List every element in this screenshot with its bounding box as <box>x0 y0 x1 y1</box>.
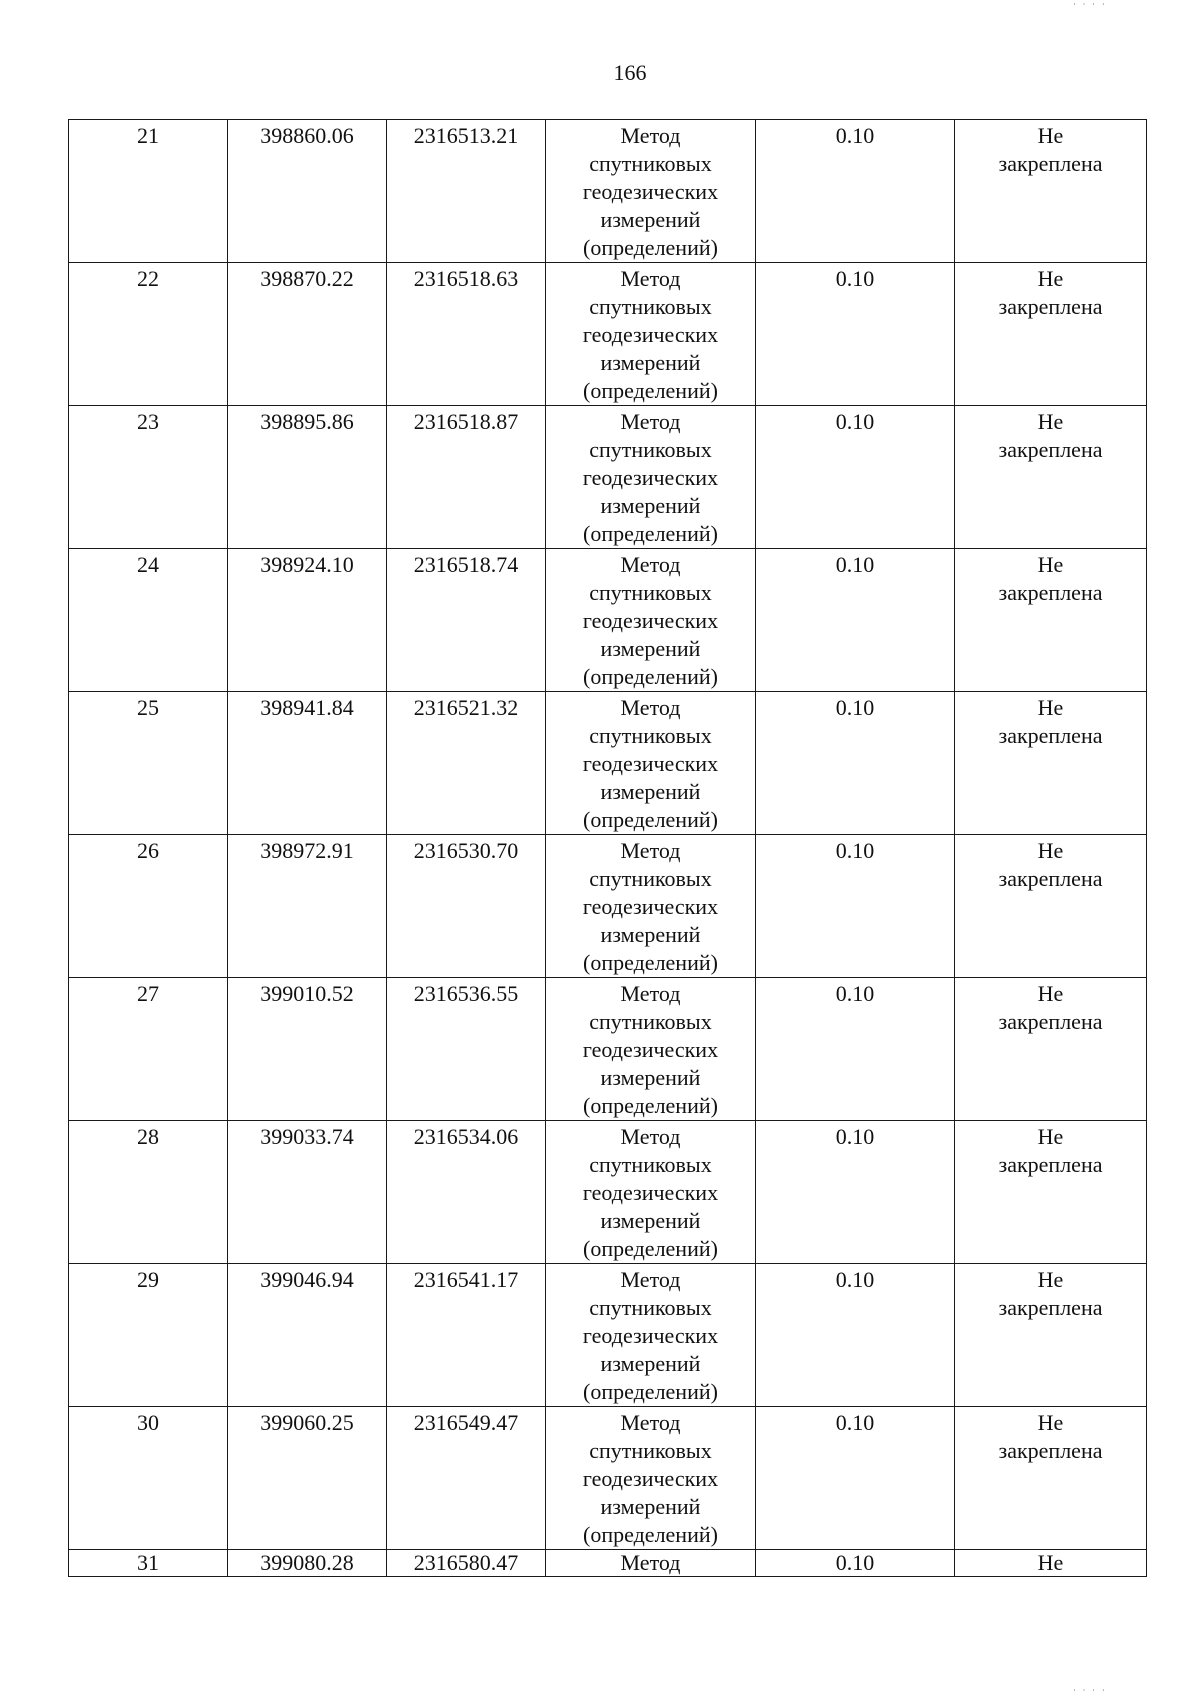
fixation-cell <box>955 1121 1147 1264</box>
fixation-cell <box>955 263 1147 406</box>
table-row <box>69 120 1147 263</box>
fixation-line: закреплена <box>998 294 1103 319</box>
table-row <box>69 549 1147 692</box>
x-coordinate-cell: 399060.25 <box>228 1407 387 1550</box>
y-coordinate-cell: 2316518.63 <box>387 263 546 406</box>
y-coordinate-cell: 2316518.87 <box>387 406 546 549</box>
point-number-cell: 23 <box>69 406 228 549</box>
method-line: спутниковых <box>589 1009 712 1034</box>
method-line: Метод <box>620 409 681 434</box>
x-coordinate-cell: 398924.10 <box>228 549 387 692</box>
method-line: (определений) <box>583 378 718 403</box>
accuracy-cell: 0.10 <box>756 120 955 263</box>
x-coordinate-cell: 398870.22 <box>228 263 387 406</box>
x-coordinate-cell: 398895.86 <box>228 406 387 549</box>
method-line: спутниковых <box>589 723 712 748</box>
method-cell <box>546 1264 756 1407</box>
fixation-cell <box>955 406 1147 549</box>
fixation-line: Не <box>1037 1410 1064 1435</box>
method-line: геодезических <box>582 179 719 204</box>
fixation-line: Не <box>1037 1267 1064 1292</box>
method-line: измерений <box>600 1494 701 1519</box>
accuracy-cell: 0.10 <box>756 1550 955 1577</box>
method-cell <box>546 120 756 263</box>
method-line: Метод <box>620 552 681 577</box>
method-line: геодезических <box>582 1323 719 1348</box>
point-number-cell: 26 <box>69 835 228 978</box>
method-line: спутниковых <box>589 1152 712 1177</box>
table-row <box>69 835 1147 978</box>
fixation-line: закреплена <box>998 437 1103 462</box>
x-coordinate-cell: 399010.52 <box>228 978 387 1121</box>
method-line: геодезических <box>582 1037 719 1062</box>
y-coordinate-cell: 2316536.55 <box>387 978 546 1121</box>
method-line: измерений <box>600 1351 701 1376</box>
method-line: измерений <box>600 207 701 232</box>
method-line: измерений <box>600 1065 701 1090</box>
y-coordinate-cell: 2316513.21 <box>387 120 546 263</box>
page-number: 166 <box>613 60 647 85</box>
method-line: (определений) <box>583 1093 718 1118</box>
accuracy-cell: 0.10 <box>756 263 955 406</box>
x-coordinate-cell: 398941.84 <box>228 692 387 835</box>
method-line: (определений) <box>583 1379 718 1404</box>
fixation-cell <box>955 1407 1147 1550</box>
point-number-cell: 30 <box>69 1407 228 1550</box>
x-coordinate-cell: 399080.28 <box>228 1550 387 1577</box>
accuracy-cell: 0.10 <box>756 692 955 835</box>
fixation-line: закреплена <box>998 151 1103 176</box>
method-line: Метод <box>620 981 681 1006</box>
x-coordinate-cell: 398860.06 <box>228 120 387 263</box>
method-line: Метод <box>620 266 681 291</box>
y-coordinate-cell: 2316549.47 <box>387 1407 546 1550</box>
y-coordinate-cell: 2316518.74 <box>387 549 546 692</box>
accuracy-cell: 0.10 <box>756 1264 955 1407</box>
method-line: спутниковых <box>589 1438 712 1463</box>
fixation-cell <box>955 120 1147 263</box>
method-line: Метод <box>620 695 681 720</box>
fixation-line: Не <box>1037 409 1064 434</box>
method-line: (определений) <box>583 235 718 260</box>
y-coordinate-cell: 2316521.32 <box>387 692 546 835</box>
method-line: Метод <box>620 838 681 863</box>
fixation-cell <box>955 978 1147 1121</box>
fixation-line: Не <box>1037 981 1064 1006</box>
scan-edge-mark: ' ' ' ' <box>1072 2 1106 11</box>
table-row <box>69 978 1147 1121</box>
method-line: геодезических <box>582 894 719 919</box>
accuracy-cell: 0.10 <box>756 406 955 549</box>
y-coordinate-cell: 2316530.70 <box>387 835 546 978</box>
fixation-line: закреплена <box>998 1438 1103 1463</box>
x-coordinate-cell: 399033.74 <box>228 1121 387 1264</box>
method-line: (определений) <box>583 664 718 689</box>
method-line: измерений <box>600 779 701 804</box>
fixation-line: закреплена <box>998 580 1103 605</box>
method-line: Метод <box>620 1124 681 1149</box>
fixation-cell <box>955 549 1147 692</box>
method-line: геодезических <box>582 1466 719 1491</box>
fixation-line: Не <box>1037 1124 1064 1149</box>
method-line: спутниковых <box>589 294 712 319</box>
method-line: Метод <box>620 123 681 148</box>
point-number-cell: 24 <box>69 549 228 692</box>
fixation-line: Не <box>1037 123 1064 148</box>
x-coordinate-cell: 398972.91 <box>228 835 387 978</box>
method-line: геодезических <box>582 608 719 633</box>
method-line: спутниковых <box>589 580 712 605</box>
method-line: спутниковых <box>589 151 712 176</box>
accuracy-cell: 0.10 <box>756 549 955 692</box>
point-number-cell: 25 <box>69 692 228 835</box>
fixation-line: закреплена <box>998 866 1103 891</box>
method-line: Метод <box>620 1410 681 1435</box>
table-row-partial <box>69 1550 1147 1577</box>
method-line: (определений) <box>583 521 718 546</box>
method-cell <box>546 549 756 692</box>
table-row <box>69 692 1147 835</box>
method-line: геодезических <box>582 465 719 490</box>
method-line: измерений <box>600 493 701 518</box>
method-cell <box>546 1407 756 1550</box>
accuracy-cell: 0.10 <box>756 978 955 1121</box>
method-line: измерений <box>600 636 701 661</box>
method-line: (определений) <box>583 807 718 832</box>
table-row <box>69 406 1147 549</box>
method-line: геодезических <box>582 751 719 776</box>
fixation-line: Не <box>1037 695 1064 720</box>
method-line: измерений <box>600 350 701 375</box>
fixation-line: закреплена <box>998 1009 1103 1034</box>
point-number-cell: 28 <box>69 1121 228 1264</box>
method-cell <box>546 263 756 406</box>
table-row <box>69 1264 1147 1407</box>
method-line: спутниковых <box>589 866 712 891</box>
point-number-cell: 21 <box>69 120 228 263</box>
method-cell <box>546 1121 756 1264</box>
method-line: измерений <box>600 1208 701 1233</box>
coordinates-table <box>68 119 1147 1577</box>
method-cell: Метод <box>546 1550 756 1577</box>
method-line: спутниковых <box>589 1295 712 1320</box>
point-number-cell: 27 <box>69 978 228 1121</box>
point-number-cell: 31 <box>69 1550 228 1577</box>
y-coordinate-cell: 2316541.17 <box>387 1264 546 1407</box>
method-line: измерений <box>600 922 701 947</box>
accuracy-cell: 0.10 <box>756 1121 955 1264</box>
fixation-line: закреплена <box>998 1152 1103 1177</box>
method-cell <box>546 978 756 1121</box>
x-coordinate-cell: 399046.94 <box>228 1264 387 1407</box>
coordinates-table-container <box>68 119 1103 1577</box>
method-cell <box>546 692 756 835</box>
fixation-cell: Не <box>955 1550 1147 1577</box>
table-body <box>69 120 1147 1577</box>
fixation-line: закреплена <box>998 1295 1103 1320</box>
fixation-cell <box>955 692 1147 835</box>
method-cell <box>546 835 756 978</box>
method-line: (определений) <box>583 1522 718 1547</box>
method-line: (определений) <box>583 950 718 975</box>
accuracy-cell: 0.10 <box>756 835 955 978</box>
point-number-cell: 22 <box>69 263 228 406</box>
y-coordinate-cell: 2316580.47 <box>387 1550 546 1577</box>
fixation-line: закреплена <box>998 723 1103 748</box>
method-line: геодезических <box>582 1180 719 1205</box>
fixation-cell <box>955 835 1147 978</box>
method-line: геодезических <box>582 322 719 347</box>
fixation-line: Не <box>1037 838 1064 863</box>
table-row <box>69 263 1147 406</box>
scan-edge-mark: ' ' ' ' <box>1072 1688 1106 1697</box>
fixation-line: Не <box>1037 266 1064 291</box>
method-line: (определений) <box>583 1236 718 1261</box>
fixation-cell <box>955 1264 1147 1407</box>
table-row <box>69 1121 1147 1264</box>
fixation-line: Не <box>1037 552 1064 577</box>
method-line: спутниковых <box>589 437 712 462</box>
method-line: Метод <box>620 1267 681 1292</box>
y-coordinate-cell: 2316534.06 <box>387 1121 546 1264</box>
accuracy-cell: 0.10 <box>756 1407 955 1550</box>
method-cell <box>546 406 756 549</box>
table-row <box>69 1407 1147 1550</box>
point-number-cell: 29 <box>69 1264 228 1407</box>
